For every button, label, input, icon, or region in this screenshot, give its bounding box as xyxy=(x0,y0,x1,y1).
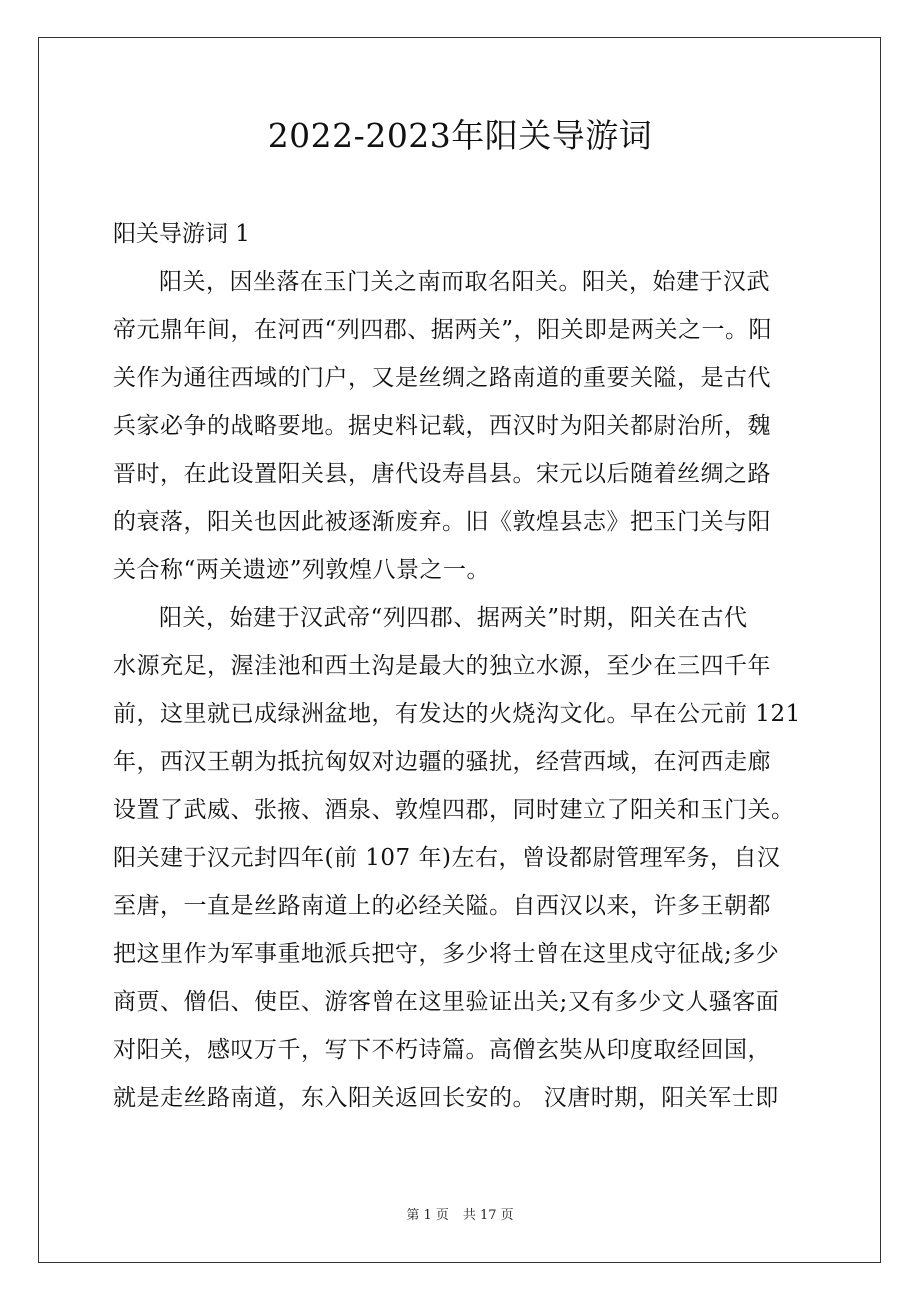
paragraph-line: 阳关，始建于汉武帝“列四郡、据两关”时期，阳关在古代 xyxy=(159,605,748,631)
paragraph-line: 对阳关，感叹万千，写下不朽诗篇。高僧玄奘从印度取经回国， xyxy=(113,1037,771,1063)
paragraph-line: 帝元鼎年间，在河西“列四郡、据两关”，阳关即是两关之一。阳 xyxy=(113,317,773,343)
paragraph-line: 把这里作为军事重地派兵把守，多少将士曾在这里戍守征战;多少 xyxy=(113,941,780,967)
page-number: 第 1 页 xyxy=(406,1208,449,1223)
page-footer xyxy=(0,1206,920,1226)
paragraph-line: 年，西汉王朝为抵抗匈奴对边疆的骚扰，经营西域，在河西走廊 xyxy=(113,749,771,775)
paragraph-line: 关合称“两关遗迹”列敦煌八景之一。 xyxy=(113,557,491,583)
paragraph-line: 晋时，在此设置阳关县，唐代设寿昌县。宋元以后随着丝绸之路 xyxy=(113,461,771,487)
document-body xyxy=(113,210,825,1122)
paragraph-line: 水源充足，渥洼池和西土沟是最大的独立水源，至少在三四千年 xyxy=(113,653,771,679)
paragraph-line: 阳关建于汉元封四年(前 107 年)左右，曾设都尉管理军务，自汉 xyxy=(113,845,781,871)
paragraph-1 xyxy=(113,258,825,594)
paragraph-line: 就是走丝路南道，东入阳关返回长安的。 汉唐时期，阳关军士即 xyxy=(113,1085,779,1111)
paragraph-line: 商贾、僧侣、使臣、游客曾在这里验证出关;又有多少文人骚客面 xyxy=(113,989,780,1015)
paragraph-line: 阳关，因坐落在玉门关之南而取名阳关。阳关，始建于汉武 xyxy=(159,269,770,295)
paragraph-line: 至唐，一直是丝路南道上的必经关隘。自西汉以来，许多王朝都 xyxy=(113,893,771,919)
paragraph-2 xyxy=(113,594,825,1122)
paragraph-line: 设置了武威、张掖、酒泉、敦煌四郡，同时建立了阳关和玉门关。 xyxy=(113,797,795,823)
paragraph-line: 兵家必争的战略要地。据史料记载，西汉时为阳关都尉治所，魏 xyxy=(113,413,771,439)
page-total: 共 17 页 xyxy=(462,1208,514,1223)
paragraph-line: 前，这里就已成绿洲盆地，有发达的火烧沟文化。早在公元前 121 xyxy=(113,701,801,727)
document-title: 2022-2023年阳关导游词 xyxy=(267,116,653,155)
paragraph-line: 的衰落，阳关也因此被逐渐废弃。旧《敦煌县志》把玉门关与阳 xyxy=(113,509,771,535)
section-heading: 阳关导游词 1 xyxy=(113,221,250,247)
paragraph-line: 关作为通往西域的门户，又是丝绸之路南道的重要关隘，是古代 xyxy=(113,365,771,391)
